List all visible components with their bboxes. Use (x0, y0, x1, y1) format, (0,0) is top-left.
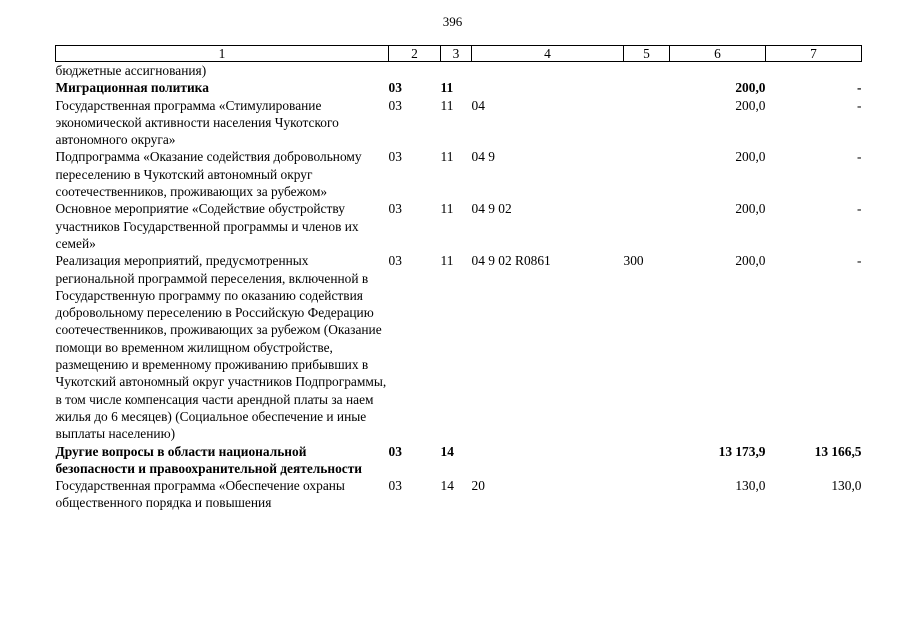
expense-type-code: 300 (623, 253, 644, 269)
amount-col7 (766, 62, 862, 80)
expense-type-code (624, 62, 670, 80)
target-article-code: 04 (471, 97, 485, 113)
target-article-code: 04 9 02 R0861 (471, 253, 551, 269)
amount-col6: 200,0 (735, 149, 766, 165)
expense-type-code (624, 79, 670, 96)
expense-type-code (624, 443, 670, 478)
section-code: 03 (388, 97, 402, 113)
target-article-code (472, 443, 624, 478)
subsection-code: 11 (440, 201, 454, 217)
budget-table (55, 45, 862, 512)
target-article-code: 20 (471, 478, 485, 494)
section-code: 03 (388, 80, 402, 96)
section-code: 03 (388, 201, 402, 217)
amount-col7: - (857, 253, 862, 269)
target-article-code: 04 9 (471, 149, 495, 165)
amount-col7: - (857, 201, 862, 217)
item-name: Основное мероприятие «Содействие обустройству участников Государственной программы и членов их семей» (55, 201, 359, 251)
subsection-code: 11 (440, 97, 454, 113)
section-code: 03 (388, 478, 402, 494)
subsection-code (441, 62, 472, 80)
subsection-code: 11 (440, 80, 454, 96)
column-header: 5 (624, 46, 670, 62)
amount-col7: 13 166,5 (814, 443, 862, 459)
table-row (56, 79, 862, 96)
column-header: 2 (389, 46, 441, 62)
target-article-code (472, 79, 624, 96)
amount-col6: 200,0 (735, 80, 766, 96)
item-name: Подпрограмма «Оказание содействия добровольному переселению в Чукотский автономный округ соотечественников, проживающих за рубежом» (55, 149, 362, 200)
amount-col7: 130,0 (831, 478, 862, 494)
item-name: Другие вопросы в области национальной безопасности и правоохранительной деятельности (55, 443, 363, 476)
expense-type-code (624, 477, 670, 512)
item-name: Миграционная политика (55, 80, 209, 96)
table-row (56, 97, 862, 149)
target-article-code: 04 9 02 (471, 201, 512, 217)
target-article-code (472, 62, 624, 80)
expense-type-code (624, 148, 670, 200)
amount-col6: 13 173,9 (718, 443, 766, 459)
item-name: Государственная программа «Стимулирование экономической активности населения Чукотского автономного округа» (55, 97, 339, 148)
item-name: Государственная программа «Обеспечение охраны общественного порядка и повышения (55, 478, 345, 511)
amount-col6 (670, 62, 766, 80)
table-row (56, 252, 862, 442)
expense-type-code (624, 97, 670, 149)
table-row (56, 443, 862, 478)
subsection-code: 14 (440, 443, 454, 459)
section-code: 03 (388, 253, 402, 269)
item-name: бюджетные ассигнования) (55, 63, 207, 78)
subsection-code: 11 (440, 253, 454, 269)
amount-col7: - (857, 80, 862, 96)
table-body (56, 62, 862, 512)
column-header: 3 (441, 46, 472, 62)
section-code: 03 (388, 443, 402, 459)
amount-col6: 200,0 (735, 97, 766, 113)
table-row (56, 477, 862, 512)
amount-col6: 130,0 (735, 478, 766, 494)
section-code (389, 62, 441, 80)
item-name: Реализация мероприятий, предусмотренных региональной программой переселения, включенной в Государственную программу по оказанию содействия добровольному переселению в Российскую Федерацию соотечественников, проживающих за рубежом (Оказание помощи во временном жилищном обустройстве, размещению и временному проживанию прибывших в Чукотский автономный округ участников Подпрограммы, в том числе компенсация части арендной платы за наем жилья до 6 месяцев) (Социальное обеспечение и иные выплаты населению) (55, 253, 387, 442)
column-header: 7 (766, 46, 862, 62)
section-code: 03 (388, 149, 402, 165)
amount-col6: 200,0 (735, 253, 766, 269)
table-row (56, 148, 862, 200)
table-row (56, 62, 862, 80)
column-header-row (56, 46, 862, 62)
column-header: 6 (670, 46, 766, 62)
page-number: 396 (442, 14, 463, 29)
amount-col7: - (857, 97, 862, 113)
subsection-code: 11 (440, 149, 454, 165)
column-header: 1 (56, 46, 389, 62)
amount-col6: 200,0 (735, 201, 766, 217)
expense-type-code (624, 200, 670, 252)
table-row (56, 200, 862, 252)
column-header: 4 (472, 46, 624, 62)
amount-col7: - (857, 149, 862, 165)
subsection-code: 14 (440, 478, 454, 494)
